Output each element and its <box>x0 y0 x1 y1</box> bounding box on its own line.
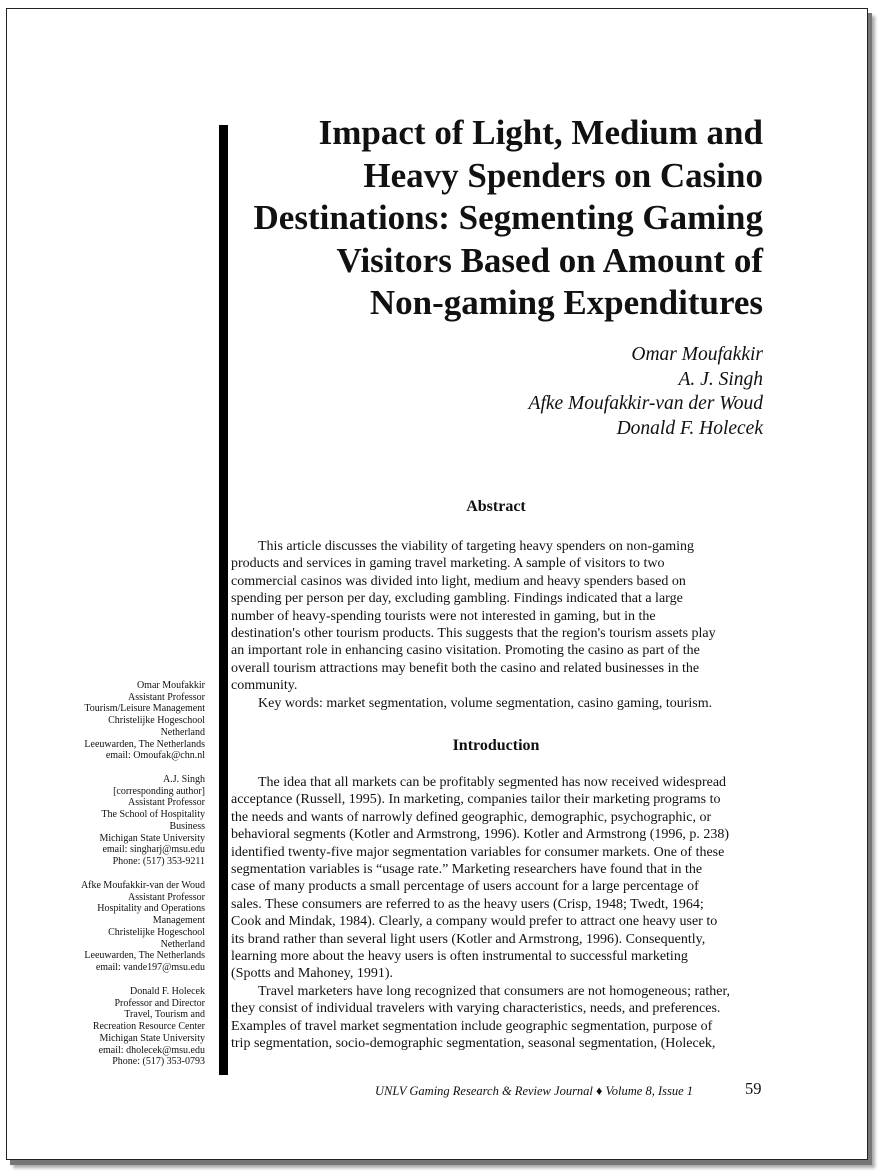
affiliation-line: Hospitality and Operations <box>97 903 205 915</box>
author-name: Afke Moufakkir-van der Woud <box>528 393 763 414</box>
affiliation-block <box>55 986 205 1068</box>
text-line: segmentation variables is “usage rate.” Marketing researchers have found that in the <box>231 862 703 878</box>
affiliation-line: Phone: (517) 353-9211 <box>112 855 205 867</box>
affiliation-line: A.J. Singh <box>163 774 205 785</box>
text-line: an important role in enhancing casino visitation. Promoting the casino as part of the <box>231 643 700 659</box>
keywords: Key words: market segmentation, volume segmentation, casino gaming, tourism. <box>258 695 713 711</box>
title-line: Destinations: Segmenting Gaming <box>253 198 763 237</box>
affiliation-line: Christelijke Hogeschool <box>108 926 205 938</box>
affiliation-line: Netherland <box>160 938 205 950</box>
affiliation-line: Christelijke Hogeschool <box>108 715 205 727</box>
affiliation-line: Michigan State University <box>99 832 205 844</box>
introduction-paragraph <box>231 774 771 983</box>
paper-title <box>163 112 763 325</box>
text-line: they consist of individual travelers with varying characteristics, needs, and preferences. <box>231 1001 721 1017</box>
affiliation-line: Recreation Resource Center <box>92 1021 205 1033</box>
affiliation-line: Leeuwarden, The Netherlands <box>84 950 205 962</box>
affiliation-line: Omar Moufakkir <box>136 680 205 691</box>
affiliation-line: Michigan State University <box>99 1032 205 1044</box>
title-line: Visitors Based on Amount of <box>336 240 763 280</box>
author-list <box>363 343 763 441</box>
affiliation-line: Management <box>152 915 205 927</box>
affiliation-line: The School of Hospitality <box>101 809 205 821</box>
affiliation-line: Business <box>169 820 205 832</box>
affiliation-line: email: Omoufak@chn.nl <box>105 750 205 762</box>
affiliation-line: email: dholecek@msu.edu <box>98 1044 205 1056</box>
author-name: Donald F. Holecek <box>616 417 763 439</box>
affiliation-line: Donald F. Holecek <box>129 986 205 997</box>
text-line: Examples of travel market segmentation include geographic segmentation, purpose of <box>231 1018 713 1034</box>
affiliation-line: Phone: (517) 353-0793 <box>112 1056 205 1068</box>
text-line: community. <box>231 678 298 694</box>
affiliation-line: Assistant Professor <box>128 891 205 903</box>
abstract-paragraph <box>231 538 771 695</box>
text-line: products and services in gaming travel marketing. A sample of visitors to two <box>231 556 665 572</box>
affiliation-line: Leeuwarden, The Netherlands <box>84 738 205 750</box>
affiliation-block <box>55 880 205 974</box>
title-line: Heavy Spenders on Casino <box>363 155 763 195</box>
text-line: the needs and wants of narrowly defined geographic, demographic, psychographic, or <box>231 809 712 825</box>
title-line: Impact of Light, Medium and <box>318 113 763 152</box>
affiliation-block <box>55 680 205 762</box>
text-line: spending per person per day, excluding gambling. Findings indicated that a large <box>231 591 683 607</box>
affiliation-line: Assistant Professor <box>128 691 205 703</box>
text-line: Cook and Mindak, 1984). Clearly, a company would prefer to attract one heavy user to <box>231 914 718 930</box>
text-line: The idea that all markets can be profitably segmented has now received widespread <box>258 775 727 790</box>
text-line: (Spotts and Mahoney, 1991). <box>231 966 394 982</box>
text-line: behavioral segments (Kotler and Armstrong, 1996). Kotler and Armstrong (1996, p. 238) <box>231 827 730 843</box>
introduction-paragraph <box>231 983 771 1053</box>
introduction-heading: Introduction <box>452 737 540 754</box>
text-line: case of many products a small percentage of users account for a large percentage of <box>231 879 699 895</box>
text-line: destination's other tourism products. This suggests that the region's tourism assets play <box>231 626 716 642</box>
introduction-body <box>231 774 771 1053</box>
title-line: Non-gaming Expenditures <box>369 283 763 322</box>
affiliation-line: Professor and Director <box>114 997 205 1009</box>
text-line: commercial casinos was divided into light, medium and heavy spenders based on <box>231 573 686 589</box>
text-line: Travel marketers have long recognized that consumers are not homogeneous; rather, <box>258 983 731 999</box>
text-line: its brand rather than several light users (Kotler and Armstrong, 1996). Consequently, <box>231 931 706 947</box>
text-line: identified twenty-five major segmentation variables for consumer markets. One of these <box>231 844 725 860</box>
text-line: number of heavy-spending tourists were not interested in gaming, but in the <box>231 608 656 624</box>
page-number: 59 <box>745 1079 762 1098</box>
text-line: sales. These consumers are referred to as the heavy users (Crisp, 1948; Twedt, 1964; <box>231 896 704 912</box>
affiliation-line: Travel, Tourism and <box>124 1009 205 1021</box>
text-line: learning more about the heavy users is often instrumental to successful marketing <box>231 949 688 965</box>
journal-footer: UNLV Gaming Research & Review Journal ♦ Volume 8, Issue 1 <box>375 1084 694 1098</box>
affiliation-line: Assistant Professor <box>128 797 205 809</box>
affiliation-line: email: vande197@msu.edu <box>95 961 205 973</box>
abstract-body <box>231 538 771 712</box>
abstract-heading: Abstract <box>466 498 526 515</box>
affiliation-line: Netherland <box>160 726 205 738</box>
text-line: acceptance (Russell, 1995). In marketing, companies tailor their marketing programs to <box>231 792 721 808</box>
text-line: This article discusses the viability of targeting heavy spenders on non-gaming <box>258 539 694 554</box>
affiliation-line: Afke Moufakkir-van der Woud <box>80 880 205 891</box>
affiliation-block <box>55 774 205 868</box>
text-line: overall tourism attractions may benefit both the casino and related businesses in the <box>231 660 700 676</box>
text-line: trip segmentation, socio-demographic segmentation, seasonal segmentation, (Holecek, <box>231 1036 716 1052</box>
affiliation-line: email: singharj@msu.edu <box>102 844 205 856</box>
affiliation-line: [corresponding author] <box>113 785 205 797</box>
affiliation-line: Tourism/Leisure Management <box>84 703 205 715</box>
author-name: A. J. Singh <box>678 368 763 390</box>
author-name: Omar Moufakkir <box>631 344 763 365</box>
